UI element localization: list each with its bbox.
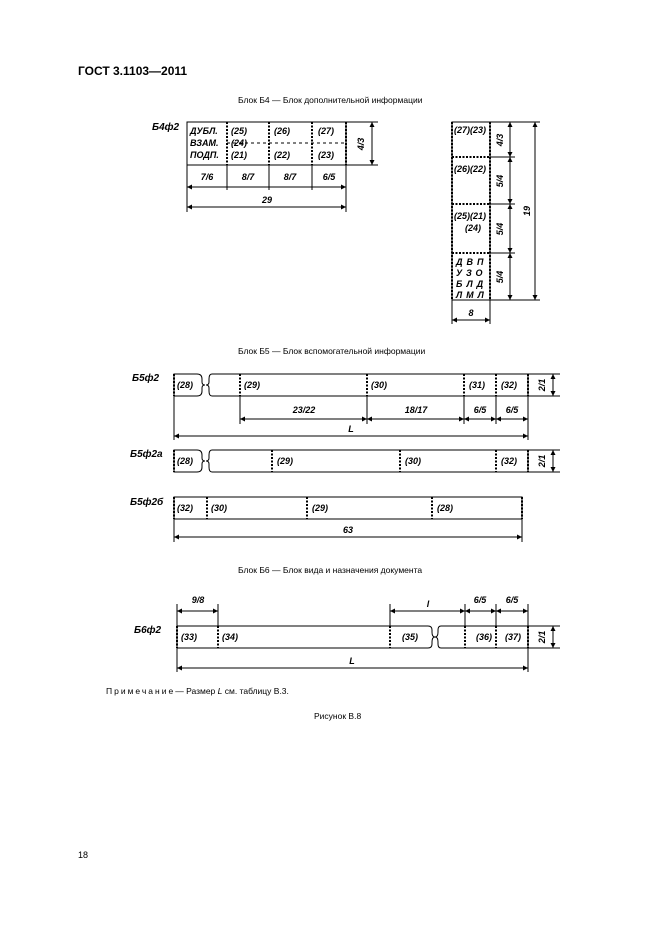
b4v-dim-1: 4/3 <box>495 133 505 147</box>
b5-dim-1: 23/22 <box>292 405 316 415</box>
b5-dim-2: 18/17 <box>404 405 428 415</box>
b5-dim-L: L <box>348 424 354 434</box>
b5a-dim-height: 2/1 <box>537 454 547 468</box>
b5-cell-28: (28) <box>177 380 194 390</box>
caption-block-b4: Блок Б4 — Блок дополнительной информации <box>238 95 423 105</box>
b4-dim-1: 7/6 <box>200 172 214 182</box>
b4-col1-line3: ПОДП. <box>190 150 219 160</box>
b5b-dim-total: 63 <box>342 525 354 535</box>
label-b4f2: Б4ф2 <box>152 122 180 133</box>
b5b-cell-32: (32) <box>177 503 194 513</box>
note-text: — Размер <box>175 686 218 696</box>
caption-block-b6: Блок Б6 — Блок вида и назначения документа <box>238 565 423 575</box>
b4-cell-27: (27) <box>318 126 335 136</box>
b5-dim-3: 6/5 <box>473 405 487 415</box>
b4-col1-line1: ДУБЛ. <box>190 126 218 136</box>
b4-cell-24: (24) <box>231 138 248 148</box>
b4-dim-3: 8/7 <box>283 172 297 182</box>
b4-cell-23: (23) <box>318 150 335 160</box>
b4v-cell-26-22: (26)(22) <box>454 164 487 174</box>
b5-cell-30: (30) <box>371 380 388 390</box>
b4v-cell-27-23: (27)(23) <box>454 125 487 135</box>
b4-cell-25: (25) <box>231 126 248 136</box>
b4-dim-total: 29 <box>261 195 273 205</box>
b6-cell-36: (36) <box>476 632 493 642</box>
b6-dim-6-5-a: 6/5 <box>473 595 487 605</box>
b5b-cell-28: (28) <box>437 503 454 513</box>
note-rest: см. таблицу В.3. <box>222 686 289 696</box>
b6-cell-34: (34) <box>222 632 239 642</box>
b4v-dim-3: 5/4 <box>495 222 505 236</box>
b5-dim-height: 2/1 <box>537 378 547 392</box>
b4-dim-2: 8/7 <box>241 172 255 182</box>
b4-col1-line2: ВЗАМ. <box>190 138 219 148</box>
b6-dim-9-8: 9/8 <box>191 595 205 605</box>
b4v-dim-width: 8 <box>468 308 474 318</box>
b4v-row-4: ЛМЛ <box>456 290 488 300</box>
b4-cell-21: (21) <box>231 150 248 160</box>
b4v-row-1: ДВП <box>456 257 488 267</box>
b6-dim-l: l <box>426 599 430 609</box>
b4-cell-22: (22) <box>274 150 291 160</box>
b6-cell-33: (33) <box>181 632 198 642</box>
b4v-dim-2: 5/4 <box>495 174 505 188</box>
b4v-row-3: БЛД <box>456 279 488 289</box>
caption-block-b5: Блок Б5 — Блок вспомогательной информации <box>238 346 426 356</box>
b5a-cell-29: (29) <box>277 456 294 466</box>
b6-cell-35: (35) <box>402 632 419 642</box>
b5-dim-4: 6/5 <box>505 405 519 415</box>
b4v-cell-25-21: (25)(21) <box>454 211 487 221</box>
b4v-row-2: УЗО <box>456 268 487 278</box>
b5-cell-32: (32) <box>501 380 518 390</box>
b5a-cell-30: (30) <box>405 456 422 466</box>
b5a-cell-28: (28) <box>177 456 194 466</box>
b4-dim-4: 6/5 <box>322 172 336 182</box>
b4-dim-height: 4/3 <box>356 137 366 151</box>
b5-cell-31: (31) <box>469 380 486 390</box>
label-b6f2: Б6ф2 <box>134 625 162 636</box>
b4-cell-26: (26) <box>274 126 291 136</box>
b6-cell-37: (37) <box>505 632 522 642</box>
label-b5f2: Б5ф2 <box>132 373 160 384</box>
b4v-dim-4: 5/4 <box>495 270 505 284</box>
label-b5f2a: Б5ф2а <box>130 449 163 460</box>
b6-dim-height: 2/1 <box>537 630 547 644</box>
figure-caption: Рисунок В.8 <box>314 711 362 721</box>
b6-dim-6-5-b: 6/5 <box>505 595 519 605</box>
note-prefix: Примечание <box>106 686 176 696</box>
b5a-cell-32: (32) <box>501 456 518 466</box>
b5b-cell-30: (30) <box>211 503 228 513</box>
b5-cell-29: (29) <box>244 380 261 390</box>
note <box>106 686 289 696</box>
note-variable: L <box>217 686 223 696</box>
b4v-cell-24: (24) <box>465 223 482 233</box>
b4v-dim-total: 19 <box>522 205 532 217</box>
label-b5f2b: Б5ф2б <box>130 497 164 508</box>
b6-dim-L: L <box>349 656 355 666</box>
page-number: 18 <box>78 850 89 860</box>
page-header: ГОСТ 3.1103—2011 <box>78 64 188 78</box>
b5b-cell-29: (29) <box>312 503 329 513</box>
